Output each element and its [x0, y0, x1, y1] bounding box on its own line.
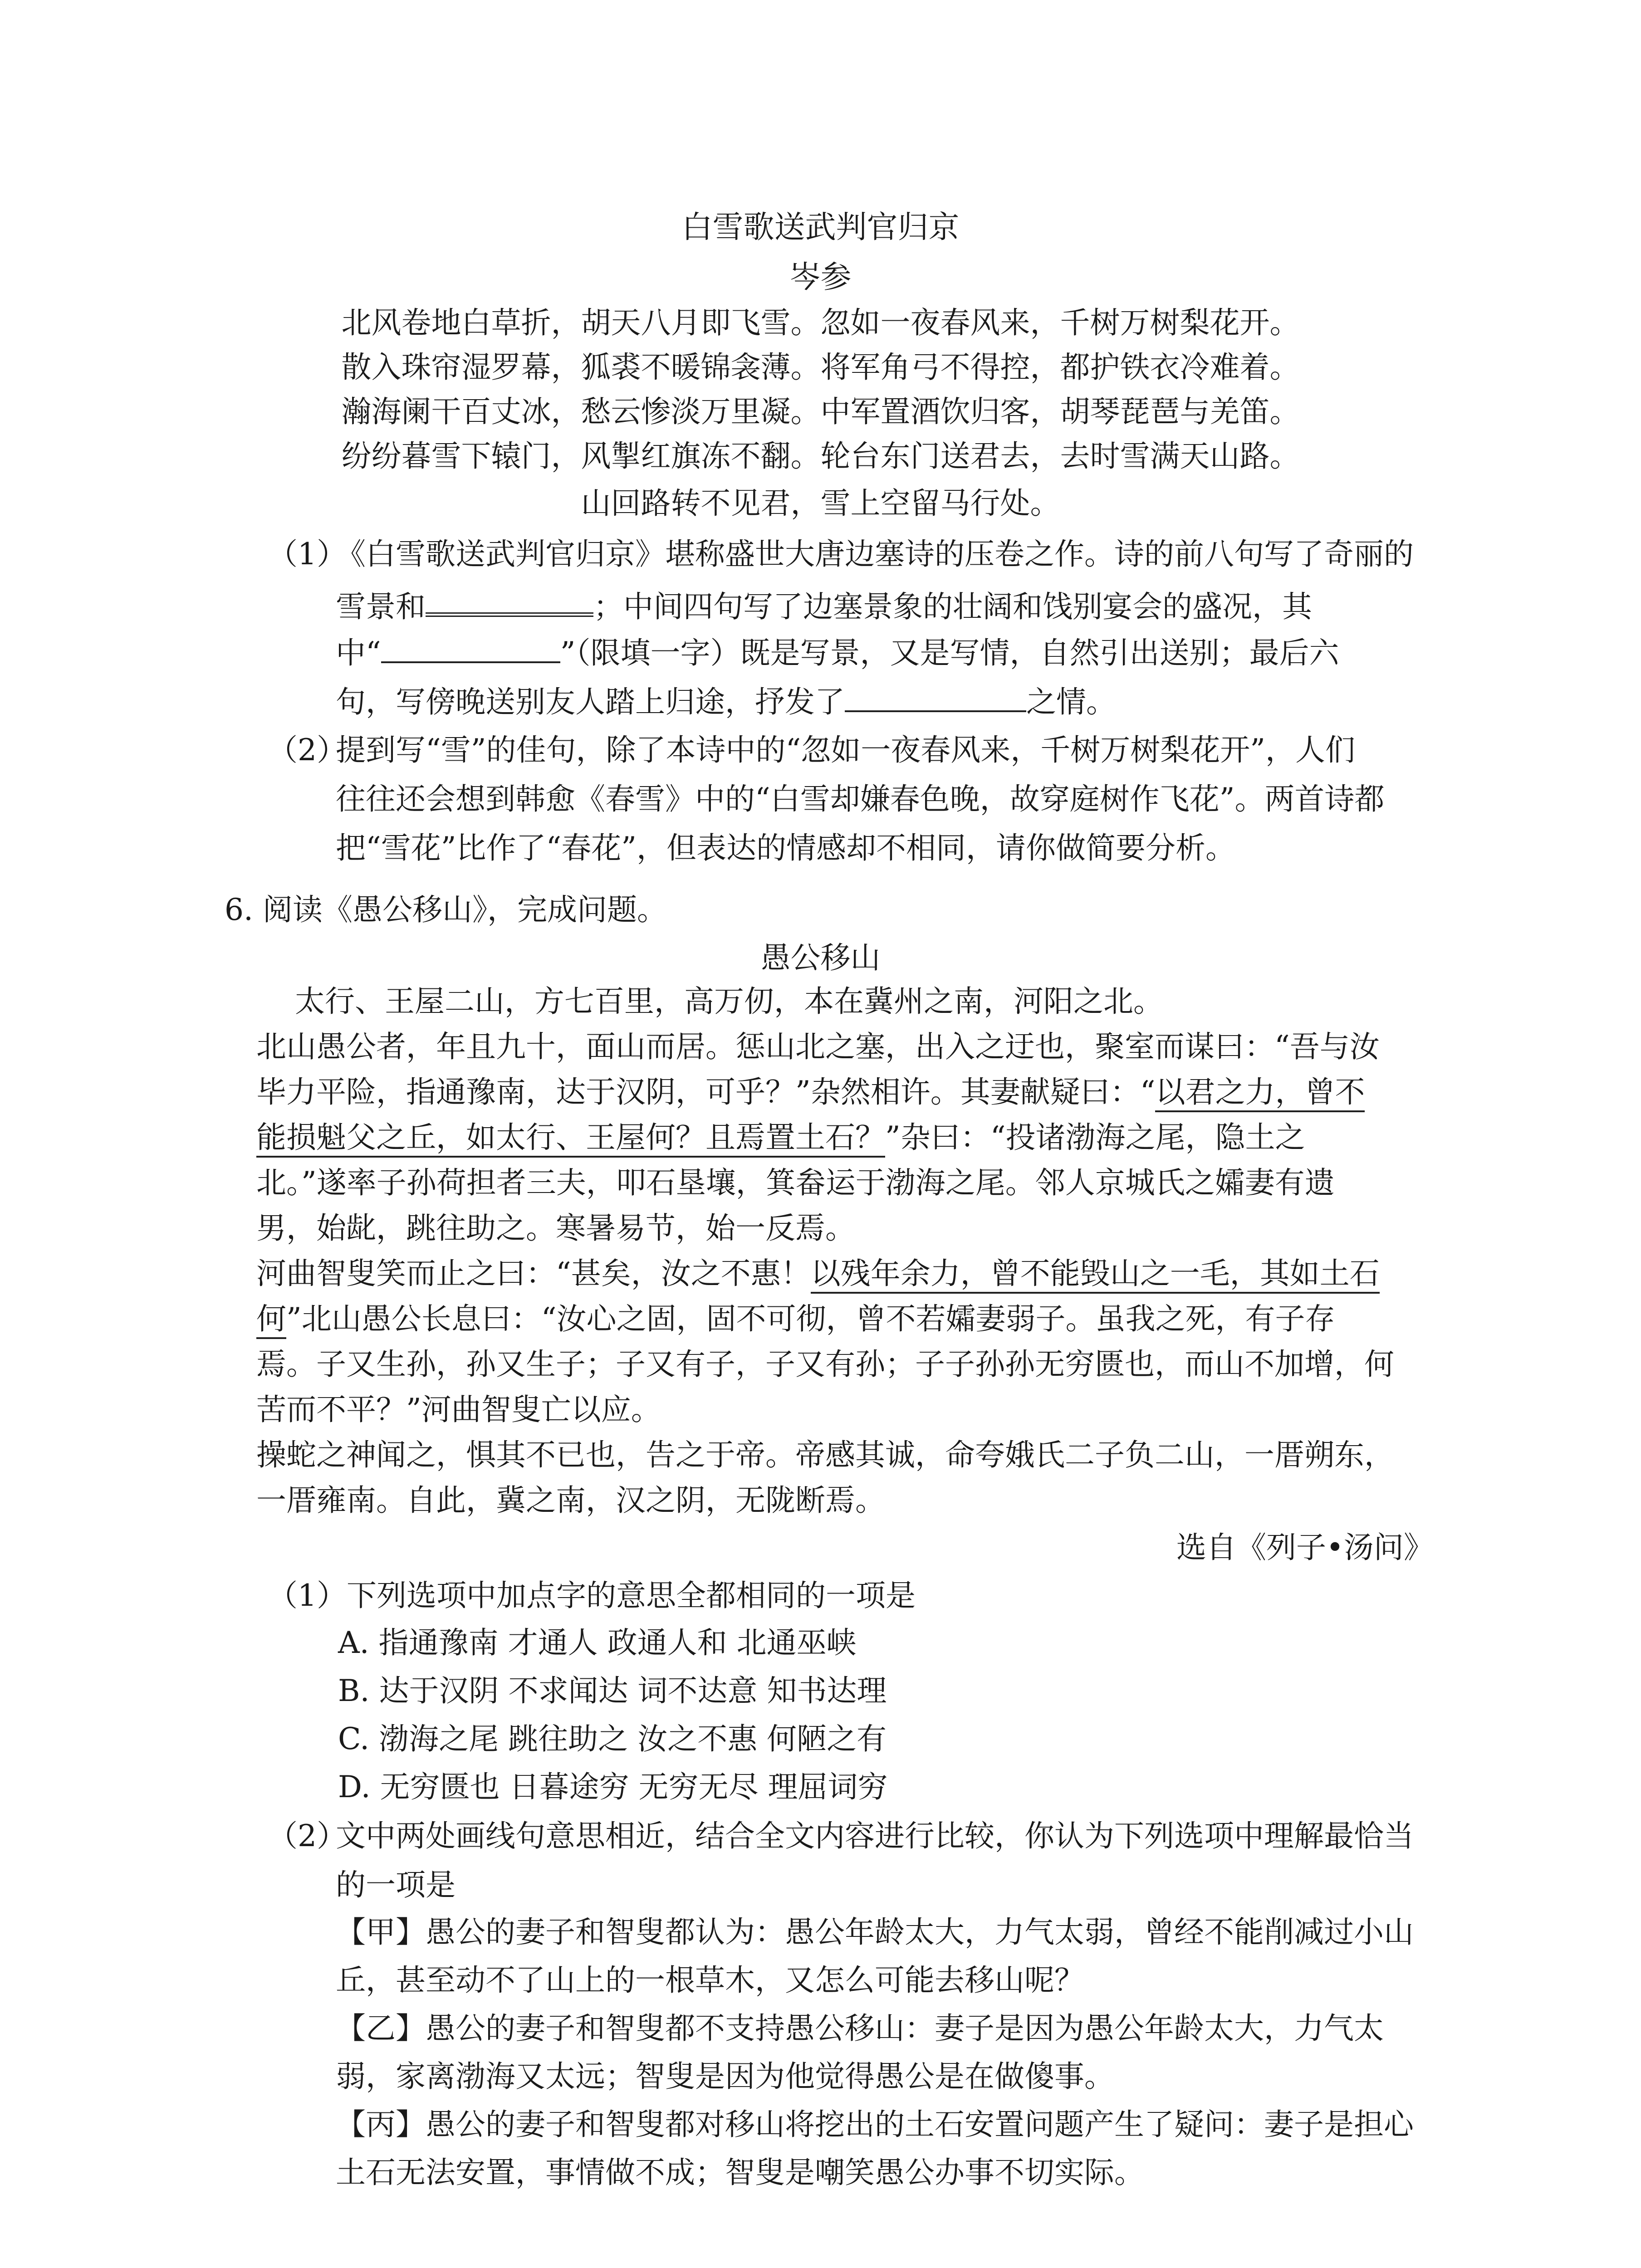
poem-title: 白雪歌送武判官归京: [681, 210, 960, 245]
question-number: （2）: [268, 1818, 347, 1853]
question-text: 提到写“雪”的佳句，除了本诗中的“忽如一夜春风来，千树万树梨花开”，人们: [336, 733, 1355, 767]
option-jia-cont: 丘，甚至动不了山上的一根草木，又怎么可能去移山呢？: [336, 1963, 1084, 1998]
question-text: 雪景和 ；中间四句写了边塞景象的壮阔和饯别宴会的盛况，其: [336, 585, 1312, 625]
passage-line: 何”北山愚公长息曰：“汝心之固，固不可彻，曾不若孀妻弱子。虽我之死，有子存: [256, 1301, 1335, 1337]
passage-line: 焉。子又生孙，孙又生子；子又有子，子又有孙；子子孙孙无穷匮也，而山不加增，何: [256, 1347, 1394, 1382]
option-jia[interactable]: 【甲】愚公的妻子和智叟都认为：愚公年龄太大，力气太弱，曾经不能削减过小山: [336, 1915, 1414, 1950]
answer-blank[interactable]: [381, 634, 560, 663]
poem-line: 瀚海阑干百丈冰，愁云惨淡万里凝。中军置酒饮归客，胡琴琵琶与羌笛。: [341, 394, 1300, 429]
passage-source: 选自《列子•汤问》: [1176, 1530, 1434, 1565]
underlined-sentence: 能损魁父之丘，如太行、王屋何？且焉置土石？: [256, 1120, 885, 1158]
question-heading: 6. 阅读《愚公移山》，完成问题。: [225, 892, 667, 927]
option-c[interactable]: C. 渤海之尾 跳往助之 汝之不惠 何陋之有: [338, 1721, 887, 1756]
passage-line: 北山愚公者，年且九十，面山而居。惩山北之塞，出入之迂也，聚室而谋曰：“吾与汝: [256, 1029, 1380, 1064]
passage-line: 河曲智叟笑而止之曰：“甚矣，汝之不惠！以残年余力，曾不能毁山之一毛，其如土石: [256, 1256, 1380, 1292]
question-text: 句，写傍晚送别友人踏上归途，抒发了 之情。: [336, 683, 1116, 720]
question-text: 把“雪花”比作了“春花”，但表达的情感却不相同，请你做简要分析。: [336, 831, 1235, 865]
question-text: 《白雪歌送武判官归京》堪称盛世大唐边塞诗的压卷之作。诗的前八句写了奇丽的: [336, 537, 1414, 572]
passage-line: 操蛇之神闻之，惧其不已也，告之于帝。帝感其诚，命夸娥氏二子负二山，一厝朔东，: [256, 1437, 1394, 1472]
option-b[interactable]: B. 达于汉阴 不求闻达 词不达意 知书达理: [338, 1673, 887, 1708]
question-number: （1）: [268, 537, 347, 572]
poem-line: 北风卷地白草折，胡天八月即飞雪。忽如一夜春风来，千树万树梨花开。: [341, 305, 1300, 340]
underlined-sentence: 以残年余力，曾不能毁山之一毛，其如土石: [811, 1256, 1380, 1294]
poem-line: 山回路转不见君，雪上空留马行处。: [581, 486, 1060, 521]
passage-line: 一厝雍南。自此，冀之南，汉之阴，无陇断焉。: [256, 1483, 885, 1518]
passage-line: 毕力平险，指通豫南，达于汉阴，可乎？”杂然相许。其妻献疑曰：“以君之力，曾不: [256, 1074, 1365, 1110]
option-bing[interactable]: 【丙】愚公的妻子和智叟都对移山将挖出的土石安置问题产生了疑问：妻子是担心: [336, 2107, 1414, 2142]
passage-title: 愚公移山: [760, 940, 881, 975]
passage-line: 太行、王屋二山，方七百里，高万仞，本在冀州之南，河阳之北。: [295, 984, 1163, 1019]
answer-blank[interactable]: [845, 683, 1026, 712]
question-text: 的一项是: [336, 1867, 456, 1902]
option-a[interactable]: A. 指通豫南 才通人 政通人和 北通巫峡: [338, 1625, 857, 1660]
poem-line: 散入珠帘湿罗幕，狐裘不暖锦衾薄。将军角弓不得控，都护铁衣冷难着。: [341, 350, 1300, 385]
question-text: 中“ ”（限填一字）既是写景，又是写情，自然引出送别；最后六: [336, 634, 1339, 671]
option-yi-cont: 弱，家离渤海又太远；智叟是因为他觉得愚公是在做傻事。: [336, 2059, 1114, 2094]
passage-line: 能损魁父之丘，如太行、王屋何？且焉置土石？”杂曰：“投诸渤海之尾，隐土之: [256, 1119, 1305, 1156]
poem-line: 纷纷暮雪下辕门，风掣红旗冻不翻。轮台东门送君去，去时雪满天山路。: [341, 439, 1300, 474]
option-d[interactable]: D. 无穷匮也 日暮途穷 无穷无尽 理屈词穷: [338, 1769, 888, 1804]
question-stem: （1）下列选项中加点字的意思全都相同的一项是: [268, 1578, 916, 1613]
question-text: 文中两处画线句意思相近，结合全文内容进行比较，你认为下列选项中理解最恰当: [336, 1818, 1414, 1853]
passage-line: 北。”遂率子孙荷担者三夫，叩石垦壤，箕畚运于渤海之尾。邻人京城氏之孀妻有遗: [256, 1165, 1335, 1200]
underlined-sentence: 以君之力，曾不: [1155, 1075, 1365, 1112]
passage-line: 男，始龀，跳往助之。寒暑易节，始一反焉。: [256, 1211, 855, 1246]
option-yi[interactable]: 【乙】愚公的妻子和智叟都不支持愚公移山：妻子是因为愚公年龄太大，力气太: [336, 2011, 1384, 2046]
passage-line: 苦而不平？”河曲智叟亡以应。: [256, 1392, 661, 1427]
question-number: （2）: [268, 733, 347, 767]
answer-blank[interactable]: [426, 585, 593, 617]
underlined-sentence: 何: [256, 1301, 286, 1339]
question-text: 往往还会想到韩愈《春雪》中的“白雪却嫌春色晚，故穿庭树作飞花”。两首诗都: [336, 782, 1385, 816]
poem-author: 岑参: [789, 259, 852, 295]
option-bing-cont: 土石无法安置，事情做不成；智叟是嘲笑愚公办事不切实际。: [336, 2155, 1144, 2190]
